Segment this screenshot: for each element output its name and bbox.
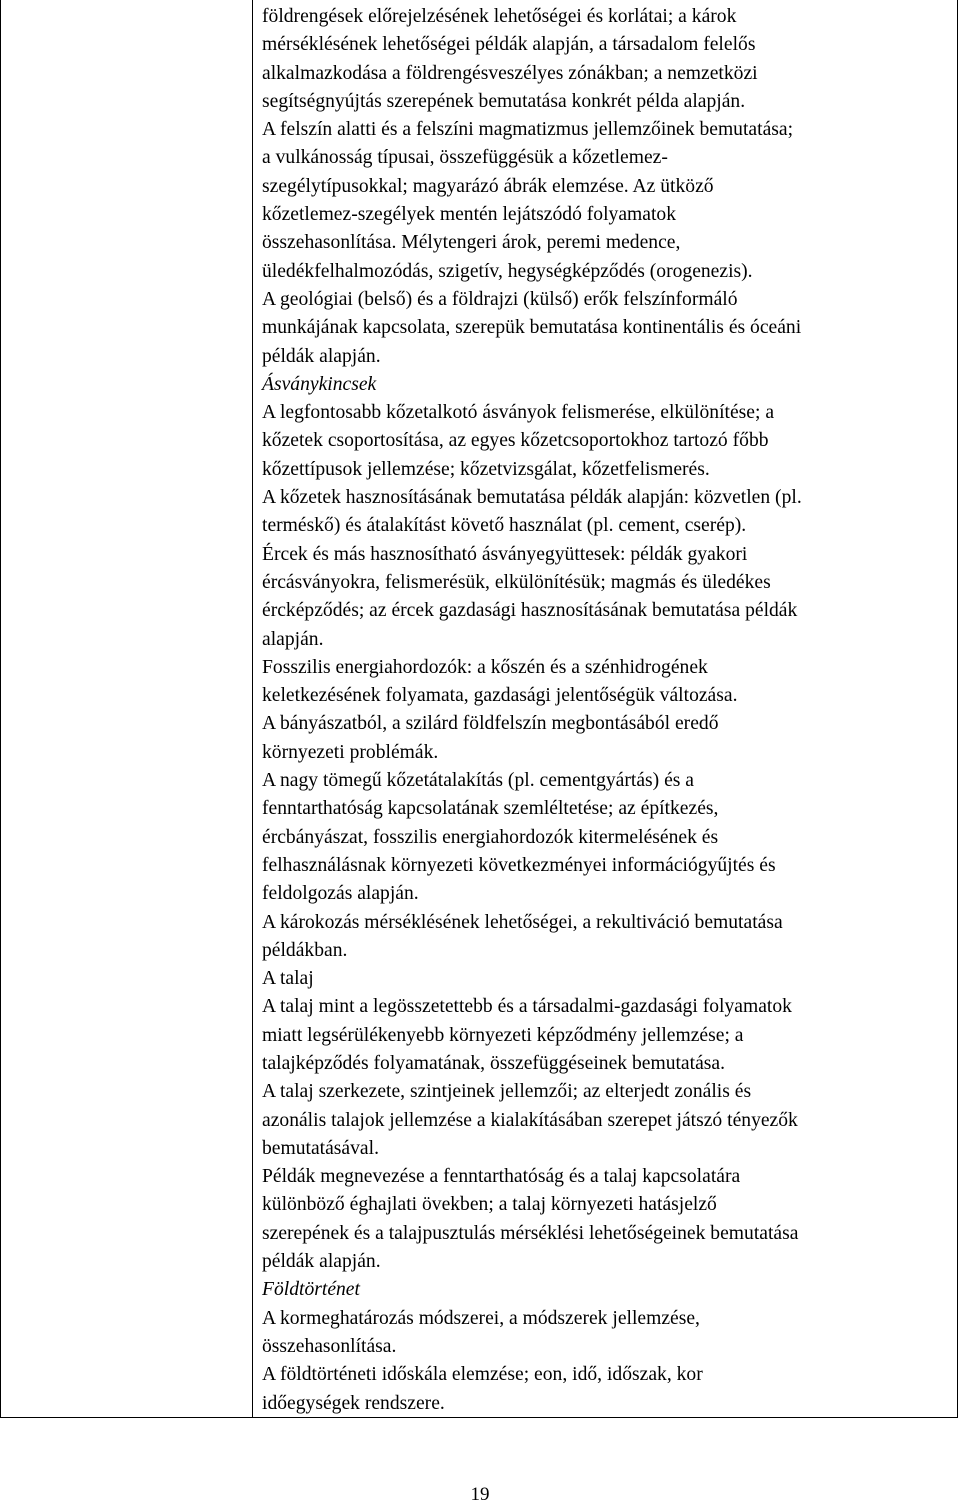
text-line: a vulkánosság típusai, összefüggésük a kőzetlemez- (262, 147, 668, 169)
text-line: példák alapján. (262, 1251, 381, 1273)
text-line: talajképződés folyamatának, összefüggéseinek bemutatása. (262, 1052, 725, 1074)
text-line: A bányászatból, a szilárd földfelszín megbontásából eredő (262, 713, 719, 735)
text-line: környezeti problémák. (262, 741, 439, 763)
section-heading: Ásványkincsek (262, 373, 377, 395)
text-line: szegélytípusokkal; magyarázó ábrák elemzése. Az ütköző (262, 175, 714, 197)
text-line: különböző éghajlati övekben; a talaj környezeti hatásjelző (262, 1194, 717, 1216)
text-line: A talaj (262, 968, 314, 990)
text-line: felhasználásnak környezeti következményei információgyűjtés és (262, 854, 776, 876)
text-line: ércképződés; az ércek gazdasági hasznosításának bemutatása példák (262, 600, 798, 622)
text-line: Ércek és más hasznosítható ásványegyüttesek: példák gyakori (262, 543, 748, 565)
text-line: időegységek rendszere. (262, 1392, 445, 1414)
text-line: ércásványokra, felismerésük, elkülönítésük; magmás és üledékes (262, 571, 771, 593)
text-line: fenntarthatóság kapcsolatának szemléltetése; az építkezés, (262, 798, 719, 820)
text-line: példákban. (262, 939, 348, 961)
text-line: földrengések előrejelzésének lehetőségei és korlátai; a károk (262, 6, 737, 27)
page-number: 19 (470, 1484, 490, 1505)
text-line: Példák megnevezése a fenntarthatóság és a talaj kapcsolatára (262, 1166, 741, 1188)
text-line: üledékfelhalmozódás, szigetív, hegységképződés (orogenezis). (262, 260, 753, 282)
text-line: bemutatásával. (262, 1137, 379, 1159)
text-line: szerepének és a talajpusztulás mérséklési lehetőségeinek bemutatása (262, 1222, 799, 1244)
text-line: terméskő) és átalakítást követő használat (pl. cement, cserép). (262, 515, 747, 537)
text-line: alkalmazkodása a földrengésveszélyes zónákban; a nemzetközi (262, 62, 758, 84)
text-line: összehasonlítása. Mélytengeri árok, peremi medence, (262, 232, 681, 254)
text-line: kőzetlemez-szegélyek mentén lejátszódó folyamatok (262, 204, 677, 226)
text-line: példák alapján. (262, 345, 381, 367)
text-line: kőzetek csoportosítása, az egyes kőzetcsoportokhoz tartozó főbb (262, 430, 769, 452)
text-line: A károkozás mérséklésének lehetőségei, a rekultiváció bemutatása (262, 911, 783, 933)
table-cell-content (262, 3, 952, 1418)
text-line: A nagy tömegű kőzetátalakítás (pl. cementgyártás) és a (262, 770, 694, 792)
text-line: A geológiai (belső) és a földrajzi (külső) erők felszínformáló (262, 288, 738, 310)
text-line: feldolgozás alapján. (262, 883, 419, 905)
text-line: alapján. (262, 628, 324, 650)
text-line: A legfontosabb kőzetalkotó ásványok felismerése, elkülönítése; a (262, 402, 775, 424)
text-line: mérséklésének lehetőségei példák alapján, a társadalom felelős (262, 34, 756, 56)
column-divider (252, 0, 253, 1418)
text-line: A kormeghatározás módszerei, a módszerek jellemzése, (262, 1307, 700, 1329)
text-line: A talaj mint a legösszetettebb és a társadalmi-gazdasági folyamatok (262, 996, 792, 1018)
text-line: miatt legsérülékenyebb környezeti képződmény jellemzése; a (262, 1024, 744, 1046)
text-line: azonális talajok jellemzése a kialakításában szerepet játszó tényezők (262, 1109, 798, 1131)
text-line: Fosszilis energiahordozók: a kőszén és a szénhidrogének (262, 656, 708, 678)
text-line: A felszín alatti és a felszíni magmatizmus jellemzőinek bemutatása; (262, 119, 794, 141)
text-line: ércbányászat, fosszilis energiahordozók kitermelésének és (262, 826, 719, 848)
text-line: összehasonlítása. (262, 1335, 397, 1357)
section-heading: Földtörténet (262, 1279, 360, 1301)
text-line: munkájának kapcsolata, szerepük bemutatása kontinentális és óceáni (262, 317, 802, 339)
text-line: A talaj szerkezete, szintjeinek jellemzői; az elterjedt zonális és (262, 1081, 752, 1103)
text-line: A kőzetek hasznosításának bemutatása példák alapján: közvetlen (pl. (262, 487, 802, 509)
text-line: kőzettípusok jellemzése; kőzetvizsgálat, kőzetfelismerés. (262, 458, 710, 480)
text-line: keletkezésének folyamata, gazdasági jelentőségük változása. (262, 685, 738, 707)
text-line: A földtörténeti időskála elemzése; eon, idő, időszak, kor (262, 1364, 703, 1386)
text-line: segítségnyújtás szerepének bemutatása konkrét példa alapján. (262, 90, 746, 112)
